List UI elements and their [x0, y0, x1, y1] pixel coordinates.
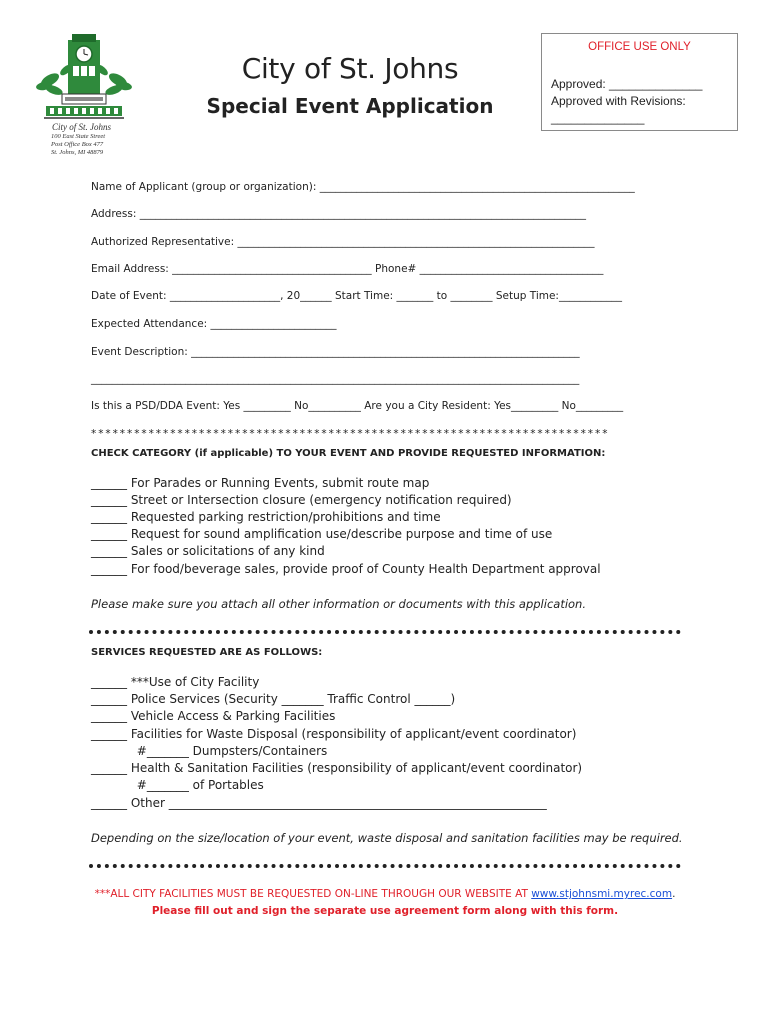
- office-use-title: OFFICE USE ONLY: [588, 41, 691, 53]
- description-continuation-field[interactable]: _____________________________________________________________________________________________: [91, 373, 580, 385]
- category-item[interactable]: ______ Requested parking restriction/prohibitions and time: [91, 510, 441, 524]
- service-item[interactable]: ______ Other _______________________________________________________________: [91, 796, 547, 810]
- category-item[interactable]: ______ Street or Intersection closure (emergency notification required): [91, 493, 512, 507]
- approved-line: Approved: ______________: [551, 77, 703, 91]
- city-title: City of St. Johns: [241, 52, 459, 85]
- service-subitem[interactable]: #_______ Dumpsters/Containers: [91, 744, 328, 758]
- website-link[interactable]: www.stjohnsmi.myrec.com: [531, 888, 673, 900]
- service-item[interactable]: ______ Facilities for Waste Disposal (responsibility of applicant/event coordinator): [91, 727, 577, 741]
- star-separator: ************************************************************************: [91, 428, 610, 440]
- email-phone-field[interactable]: Email Address: ______________________________________ Phone# ___________________________________: [91, 263, 604, 275]
- service-item[interactable]: ______ Police Services (Security _______ Traffic Control ______): [91, 692, 456, 706]
- form-title: Special Event Application: [206, 94, 494, 118]
- clock-tower-logo-icon: [36, 30, 132, 122]
- category-item[interactable]: ______ Request for sound amplification use/describe purpose and time of use: [91, 527, 553, 541]
- service-item[interactable]: ______ ***Use of City Facility: [91, 675, 260, 689]
- category-item[interactable]: ______ Sales or solicitations of any kind: [91, 544, 325, 558]
- facilities-notice: [0, 888, 770, 900]
- city-logo: [36, 30, 132, 164]
- date-time-field[interactable]: Date of Event: _____________________, 20______ Start Time: _______ to ________ Setup Time:____________: [91, 290, 622, 302]
- logo-address-line: St. Johns, MI 48879: [51, 149, 104, 156]
- service-subitem[interactable]: #_______ of Portables: [91, 778, 264, 792]
- applicant-name-field[interactable]: Name of Applicant (group or organization): ____________________________________________________________: [91, 181, 635, 193]
- dotted-divider: [89, 630, 681, 634]
- office-use-box: [541, 33, 738, 131]
- category-heading: CHECK CATEGORY (if applicable) TO YOUR EVENT AND PROVIDE REQUESTED INFORMATION:: [91, 448, 606, 459]
- psd-resident-field[interactable]: Is this a PSD/DDA Event: Yes _________ No__________ Are you a City Resident: Yes_________ No_________: [91, 400, 624, 412]
- category-item[interactable]: ______ For food/beverage sales, provide proof of County Health Department approval: [91, 562, 601, 576]
- agreement-notice: Please fill out and sign the separate use agreement form along with this form.: [151, 905, 619, 917]
- authorized-rep-field[interactable]: Authorized Representative: ____________________________________________________________________: [91, 236, 595, 248]
- logo-city-name: City of St. Johns: [52, 122, 111, 132]
- attendance-field[interactable]: Expected Attendance: ________________________: [91, 318, 337, 330]
- facilities-notice-text: ***ALL CITY FACILITIES MUST BE REQUESTED ON-LINE THROUGH OUR WEBSITE AT: [94, 888, 532, 900]
- service-item[interactable]: ______ Vehicle Access & Parking Facilities: [91, 709, 336, 723]
- logo-address-line: 100 East State Street: [51, 133, 106, 140]
- category-item[interactable]: ______ For Parades or Running Events, submit route map: [91, 476, 430, 490]
- logo-caption: [36, 122, 132, 157]
- revisions-blank-line: ______________: [551, 111, 645, 125]
- service-item[interactable]: ______ Health & Sanitation Facilities (responsibility of applicant/event coordinator): [91, 761, 583, 775]
- dotted-divider: [89, 864, 681, 868]
- facilities-notice-period: .: [672, 888, 676, 900]
- services-heading: SERVICES REQUESTED ARE AS FOLLOWS:: [91, 647, 323, 658]
- approved-revisions-line: Approved with Revisions:: [551, 94, 686, 108]
- attachment-note: Please make sure you attach all other information or documents with this application.: [91, 597, 587, 611]
- address-field[interactable]: Address: _____________________________________________________________________________________: [91, 208, 586, 220]
- logo-address-line: Post Office Box 477: [51, 141, 104, 148]
- description-field[interactable]: Event Description: __________________________________________________________________________: [91, 346, 580, 358]
- waste-disposal-note: Depending on the size/location of your event, waste disposal and sanitation facilities may be required.: [91, 831, 683, 845]
